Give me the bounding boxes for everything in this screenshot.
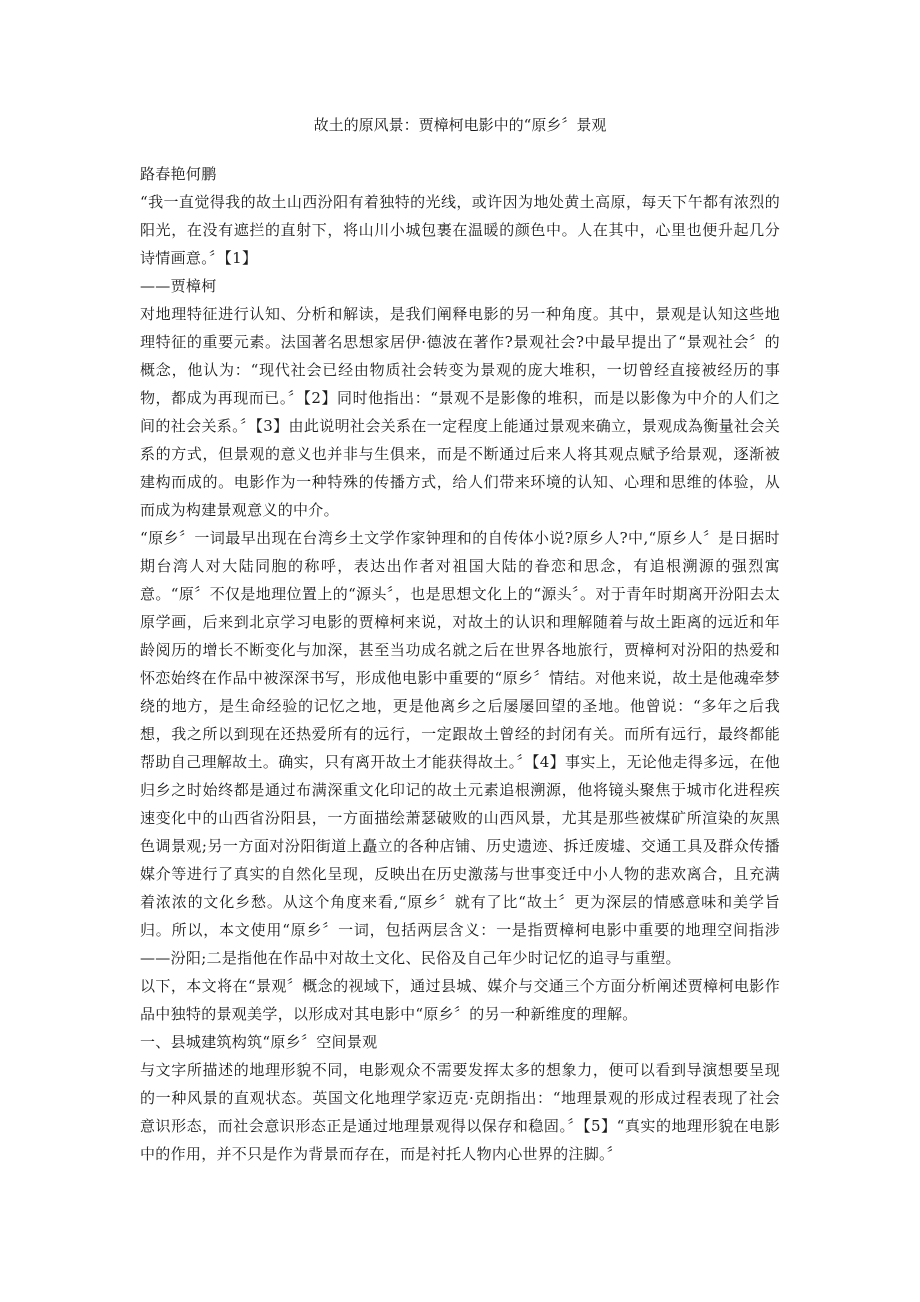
- body-paragraph: 与文字所描述的地理形貌不同，电影观众不需要发挥太多的想象力，便可以看到导演想要呈现的一种风景的直观状态。英国文化地理学家迈克·克朗指出：“地理景观的形成过程表现了社会意识形态，而社会意识形态正是通过地理景观得以保存和稳固。〞【5】“真实的地理形貌在电影中的作用，并不只是作为背景而存在，而是衬托人物内心世界的注脚。〞: [140, 1061, 780, 1163]
- epigraph-quote: “我一直觉得我的故土山西汾阳有着独特的光线，或许因为地处黄土高原，每天下午都有浓烈的阳光，在没有遮拦的直射下，将山川小城包裹在温暖的颜色中。人在其中，心里也便升起几分诗情画意。〞【1】: [140, 193, 780, 267]
- body-paragraph: 对地理特征进行认知、分析和解读，是我们阐释电影的另一种角度。其中，景观是认知这些地理特征的重要元素。法国著名思想家居伊·德波在著作?景观社会?中最早提出了“景观社会〞的概念，他认为：“现代社会已经由物质社会转变为景观的庞大堆积，一切曾经直接被经历的事物，都成为再现而已。〞【2】同时他指出：“景观不是影像的堆积，而是以影像为中介的人们之间的社会关系。〞【3】由此说明社会关系在一定程度上能通过景观来确立，景观成為衡量社会关系的方式，但景观的意义也并非与生俱来，而是不断通过后来人将其观点赋予给景观，逐渐被建构而成的。电影作为一种特殊的传播方式，给人们带来环境的认知、心理和思维的体验，从而成为构建景观意义的中介。: [140, 305, 780, 519]
- section-heading: 一、县城建筑构筑“原乡〞空间景观: [140, 1033, 378, 1051]
- author-line: 路春艳何鹏: [140, 165, 217, 183]
- document-title: 故土的原风景：贾樟柯电影中的“原乡〞景观: [313, 116, 607, 134]
- body-paragraph: 以下，本文将在“景观〞概念的视域下，通过县城、媒介与交通三个方面分析阐述贾樟柯电影作品中独特的景观美学，以形成对其电影中“原乡〞的另一种新维度的理解。: [140, 977, 780, 1023]
- document-page: [140, 114, 780, 1168]
- body-paragraph: “原乡〞一词最早出现在台湾乡土文学作家钟理和的自传体小说?原乡人?中,“原乡人〞是日据时期台湾人对大陆同胞的称呼，表达出作者对祖国大陆的眷恋和思念，有追根溯源的强烈寓意。“原〞不仅是地理位置上的“源头〞，也是思想文化上的“源头〞。对于青年时期离开汾阳去太原学画，后来到北京学习电影的贾樟柯来说，对故土的认识和理解随着与故土距离的远近和年龄阅历的增长不断变化与加深，甚至当功成名就之后在世界各地旅行，贾樟柯对汾阳的热爱和怀恋始终在作品中被深深书写，形成他电影中重要的“原乡〞情结。对他来说，故土是他魂牵梦绕的地方，是生命经验的记忆之地，更是他离乡之后屡屡回望的圣地。他曾说：“多年之后我想，我之所以到现在还热爱所有的远行，一定跟故土曾经的封闭有关。而所有远行，最终都能帮助自己理解故土。确实，只有离开故土才能获得故土。〞【4】事实上，无论他走得多远，在他归乡之时始终都是通过布满深重文化印记的故土元素追根溯源，他将镜头聚焦于城市化进程疾速变化中的山西省汾阳县，一方面描绘萧瑟破败的山西风景，尤其是那些被煤矿所渲染的灰黑色调景观;另一方面对汾阳街道上矗立的各种店铺、历史遗迹、拆迁废墟、交通工具及群众传播媒介等进行了真实的自然化呈现，反映出在历史激荡与世事变迁中小人物的悲欢离合，且充满着浓浓的文化乡愁。从这个角度来看,“原乡〞就有了比“故土〞更为深层的情感意味和美学旨归。所以，本文使用“原乡〞一词，包括两层含义：一是指贾樟柯电影中重要的地理空间指涉——汾阳;二是指他在作品中对故土文化、民俗及自己年少时记忆的追寻与重塑。: [140, 529, 780, 967]
- epigraph-attribution: ——贾樟柯: [140, 277, 217, 295]
